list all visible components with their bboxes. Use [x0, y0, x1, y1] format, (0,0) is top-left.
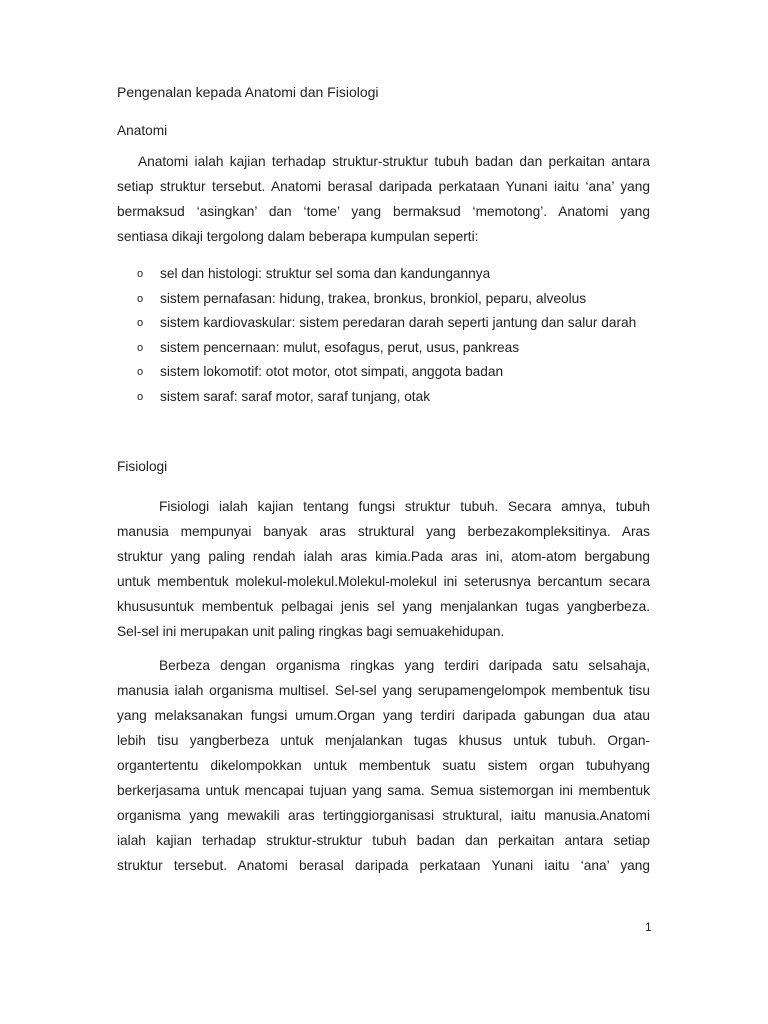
paragraph-anatomi	[117, 149, 650, 249]
list-item-text: sistem saraf: saraf motor, saraf tunjang, otak	[160, 388, 431, 404]
list-item-text: sistem pernafasan: hidung, trakea, bronkus, bronkiol, peparu, alveolus	[160, 290, 587, 306]
bullet-icon: o	[137, 268, 144, 280]
paragraph-line: bermaksud ‘asingkan’ dan ‘tome’ yang bermaksud ‘memotong’. Anatomi yang	[117, 204, 650, 219]
heading-fisiologi: Fisiologi	[117, 459, 168, 474]
page-number: 1	[645, 920, 652, 934]
heading-anatomi: Anatomi	[117, 123, 168, 138]
paragraph-line: organtertentu dikelompokkan untuk membentuk suatu sistem organ tubuhyang	[117, 758, 650, 773]
paragraph-line: ialah kajian terhadap struktur-struktur tubuh badan dan perkaitan antara setiap	[117, 833, 650, 848]
paragraph-line: berkerjasama untuk mencapai tujuan yang sama. Semua sistemorgan ini membentuk	[117, 783, 650, 798]
bullet-icon: o	[137, 292, 144, 305]
list-item	[137, 287, 657, 312]
paragraph-line: sentiasa dikaji tergolong dalam beberapa kumpulan seperti:	[117, 229, 479, 244]
paragraph-line: manusia mempunyai banyak aras struktural yang berbezakompleksitinya. Aras	[117, 524, 650, 539]
paragraph-line: manusia ialah organisma multisel. Sel-sel yang serupamengelompok membentuk tisu	[117, 683, 650, 698]
paragraph-fisiologi-1	[117, 494, 650, 644]
paragraph-line: Sel-sel ini merupakan unit paling ringkas bagi semuakehidupan.	[117, 624, 505, 639]
paragraph-line: lebih tisu yangberbeza untuk menjalankan tugas khusus untuk tubuh. Organ-	[117, 733, 650, 748]
list-item	[137, 385, 657, 410]
paragraph-line: Fisiologi ialah kajian tentang fungsi struktur tubuh. Secara amnya, tubuh	[159, 499, 650, 514]
list-item	[137, 336, 657, 361]
paragraph-line: Anatomi ialah kajian terhadap struktur-struktur tubuh badan dan perkaitan antara	[138, 154, 650, 169]
list-item-text: sistem pencernaan: mulut, esofagus, perut, usus, pankreas	[160, 339, 520, 355]
list-item-text: sistem lokomotif: otot motor, otot simpati, anggota badan	[160, 364, 504, 380]
paragraph-line: organisma yang mewakili aras tertinggiorganisasi struktural, iaitu manusia.Anatomi	[117, 808, 650, 823]
list-item	[137, 262, 657, 287]
list-item-text: sel dan histologi: struktur sel soma dan kandungannya	[160, 266, 491, 281]
bullet-icon: o	[137, 341, 144, 354]
paragraph-line: khususuntuk membentuk pelbagai jenis sel yang menjalankan tugas yangberbeza.	[117, 599, 650, 614]
list-item	[137, 360, 657, 385]
bullet-icon: o	[137, 390, 144, 403]
list-item-text: sistem kardiovaskular: sistem peredaran darah seperti jantung dan salur darah	[160, 315, 637, 331]
paragraph-line: untuk membentuk molekul-molekul.Molekul-molekul ini seterusnya bercantum secara	[117, 574, 650, 589]
paragraph-line: struktur tersebut. Anatomi berasal daripada perkataan Yunani iaitu ‘ana’ yang	[117, 858, 650, 873]
paragraph-line: yang melaksanakan fungsi umum.Organ yang terdiri daripada gabungan dua atau	[117, 708, 650, 723]
paragraph-fisiologi-2	[117, 653, 650, 878]
paragraph-line: struktur yang paling rendah ialah aras kimia.Pada aras ini, atom-atom bergabung	[117, 549, 650, 564]
anatomy-list	[137, 262, 657, 410]
document-title: Pengenalan kepada Anatomi dan Fisiologi	[117, 84, 379, 100]
bullet-icon: o	[137, 366, 144, 379]
list-item	[137, 311, 657, 336]
bullet-icon: o	[137, 317, 144, 330]
paragraph-line: setiap struktur tersebut. Anatomi berasal daripada perkataan Yunani iaitu ‘ana’ yang	[117, 179, 650, 194]
paragraph-line: Berbeza dengan organisma ringkas yang terdiri daripada satu selsahaja,	[159, 658, 650, 673]
